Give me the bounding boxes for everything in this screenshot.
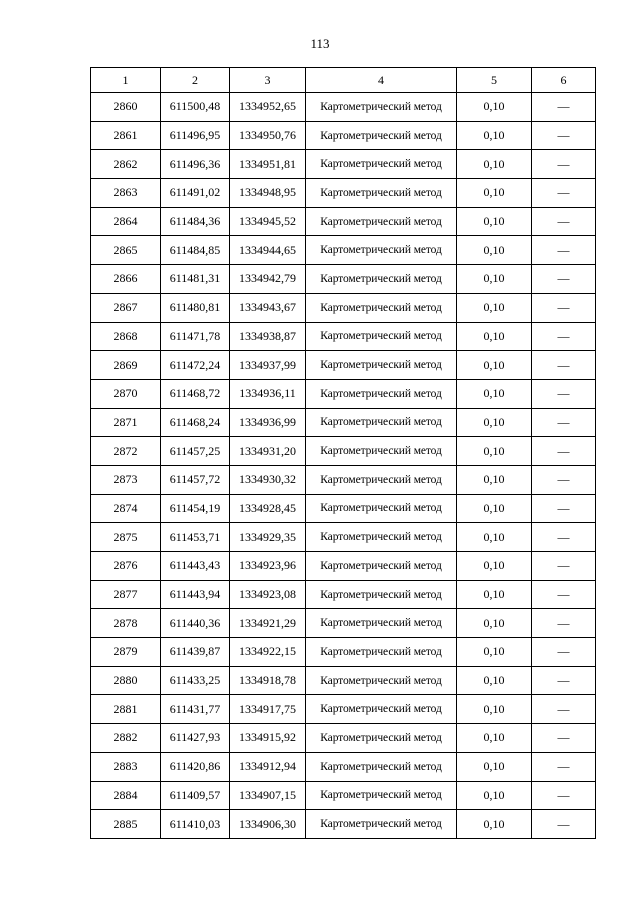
x-coordinate-cell: 611472,24 bbox=[161, 351, 230, 380]
method-cell: Картометрический метод bbox=[306, 265, 457, 294]
page-number: 113 bbox=[310, 36, 330, 51]
table-row bbox=[91, 351, 596, 380]
table-row bbox=[91, 552, 596, 581]
y-coordinate-cell: 1334936,11 bbox=[230, 379, 306, 408]
header-row bbox=[91, 68, 596, 93]
x-coordinate-cell: 611471,78 bbox=[161, 322, 230, 351]
x-coordinate-cell: 611440,36 bbox=[161, 609, 230, 638]
y-coordinate-cell: 1334928,45 bbox=[230, 494, 306, 523]
y-coordinate-cell: 1334944,65 bbox=[230, 236, 306, 265]
accuracy-cell: 0,10 bbox=[457, 265, 532, 294]
y-coordinate-cell: 1334923,08 bbox=[230, 580, 306, 609]
x-coordinate-cell: 611500,48 bbox=[161, 93, 230, 122]
y-coordinate-cell: 1334945,52 bbox=[230, 207, 306, 236]
note-cell: — bbox=[532, 179, 596, 208]
y-coordinate-cell: 1334918,78 bbox=[230, 666, 306, 695]
table-row bbox=[91, 207, 596, 236]
y-coordinate-cell: 1334922,15 bbox=[230, 638, 306, 667]
point-number-cell: 2862 bbox=[91, 150, 161, 179]
table-row bbox=[91, 810, 596, 839]
table-row bbox=[91, 379, 596, 408]
x-coordinate-cell: 611496,36 bbox=[161, 150, 230, 179]
x-coordinate-cell: 611409,57 bbox=[161, 781, 230, 810]
point-number-cell: 2873 bbox=[91, 465, 161, 494]
accuracy-cell: 0,10 bbox=[457, 465, 532, 494]
column-header-2: 2 bbox=[161, 68, 230, 93]
note-cell: — bbox=[532, 494, 596, 523]
accuracy-cell: 0,10 bbox=[457, 609, 532, 638]
table-row bbox=[91, 322, 596, 351]
accuracy-cell: 0,10 bbox=[457, 752, 532, 781]
y-coordinate-cell: 1334930,32 bbox=[230, 465, 306, 494]
x-coordinate-cell: 611491,02 bbox=[161, 179, 230, 208]
x-coordinate-cell: 611457,72 bbox=[161, 465, 230, 494]
note-cell: — bbox=[532, 236, 596, 265]
method-cell: Картометрический метод bbox=[306, 236, 457, 265]
x-coordinate-cell: 611457,25 bbox=[161, 437, 230, 466]
table-row bbox=[91, 638, 596, 667]
x-coordinate-cell: 611481,31 bbox=[161, 265, 230, 294]
method-cell: Картометрический метод bbox=[306, 638, 457, 667]
x-coordinate-cell: 611484,36 bbox=[161, 207, 230, 236]
point-number-cell: 2879 bbox=[91, 638, 161, 667]
accuracy-cell: 0,10 bbox=[457, 179, 532, 208]
y-coordinate-cell: 1334906,30 bbox=[230, 810, 306, 839]
y-coordinate-cell: 1334948,95 bbox=[230, 179, 306, 208]
point-number-cell: 2875 bbox=[91, 523, 161, 552]
method-cell: Картометрический метод bbox=[306, 695, 457, 724]
y-coordinate-cell: 1334931,20 bbox=[230, 437, 306, 466]
point-number-cell: 2878 bbox=[91, 609, 161, 638]
note-cell: — bbox=[532, 781, 596, 810]
note-cell: — bbox=[532, 638, 596, 667]
accuracy-cell: 0,10 bbox=[457, 437, 532, 466]
x-coordinate-cell: 611453,71 bbox=[161, 523, 230, 552]
table-row bbox=[91, 580, 596, 609]
column-header-4: 4 bbox=[306, 68, 457, 93]
method-cell: Картометрический метод bbox=[306, 781, 457, 810]
point-number-cell: 2880 bbox=[91, 666, 161, 695]
method-cell: Картометрический метод bbox=[306, 609, 457, 638]
x-coordinate-cell: 611454,19 bbox=[161, 494, 230, 523]
table-row bbox=[91, 666, 596, 695]
accuracy-cell: 0,10 bbox=[457, 523, 532, 552]
y-coordinate-cell: 1334929,35 bbox=[230, 523, 306, 552]
note-cell: — bbox=[532, 322, 596, 351]
point-number-cell: 2877 bbox=[91, 580, 161, 609]
method-cell: Картометрический метод bbox=[306, 408, 457, 437]
note-cell: — bbox=[532, 437, 596, 466]
y-coordinate-cell: 1334917,75 bbox=[230, 695, 306, 724]
table-row bbox=[91, 179, 596, 208]
y-coordinate-cell: 1334923,96 bbox=[230, 552, 306, 581]
y-coordinate-cell: 1334937,99 bbox=[230, 351, 306, 380]
y-coordinate-cell: 1334943,67 bbox=[230, 293, 306, 322]
note-cell: — bbox=[532, 150, 596, 179]
accuracy-cell: 0,10 bbox=[457, 93, 532, 122]
point-number-cell: 2882 bbox=[91, 724, 161, 753]
point-number-cell: 2861 bbox=[91, 121, 161, 150]
x-coordinate-cell: 611496,95 bbox=[161, 121, 230, 150]
table-row bbox=[91, 93, 596, 122]
x-coordinate-cell: 611427,93 bbox=[161, 724, 230, 753]
table-row bbox=[91, 752, 596, 781]
point-number-cell: 2876 bbox=[91, 552, 161, 581]
accuracy-cell: 0,10 bbox=[457, 150, 532, 179]
table-row bbox=[91, 465, 596, 494]
x-coordinate-cell: 611443,94 bbox=[161, 580, 230, 609]
method-cell: Картометрический метод bbox=[306, 379, 457, 408]
table-row bbox=[91, 150, 596, 179]
method-cell: Картометрический метод bbox=[306, 752, 457, 781]
point-number-cell: 2865 bbox=[91, 236, 161, 265]
table-row bbox=[91, 695, 596, 724]
note-cell: — bbox=[532, 265, 596, 294]
accuracy-cell: 0,10 bbox=[457, 810, 532, 839]
y-coordinate-cell: 1334912,94 bbox=[230, 752, 306, 781]
y-coordinate-cell: 1334952,65 bbox=[230, 93, 306, 122]
y-coordinate-cell: 1334907,15 bbox=[230, 781, 306, 810]
y-coordinate-cell: 1334950,76 bbox=[230, 121, 306, 150]
y-coordinate-cell: 1334921,29 bbox=[230, 609, 306, 638]
point-number-cell: 2869 bbox=[91, 351, 161, 380]
accuracy-cell: 0,10 bbox=[457, 322, 532, 351]
column-header-5: 5 bbox=[457, 68, 532, 93]
accuracy-cell: 0,10 bbox=[457, 121, 532, 150]
method-cell: Картометрический метод bbox=[306, 351, 457, 380]
note-cell: — bbox=[532, 695, 596, 724]
note-cell: — bbox=[532, 752, 596, 781]
accuracy-cell: 0,10 bbox=[457, 695, 532, 724]
y-coordinate-cell: 1334951,81 bbox=[230, 150, 306, 179]
accuracy-cell: 0,10 bbox=[457, 580, 532, 609]
point-number-cell: 2883 bbox=[91, 752, 161, 781]
point-number-cell: 2863 bbox=[91, 179, 161, 208]
table-row bbox=[91, 408, 596, 437]
point-number-cell: 2860 bbox=[91, 93, 161, 122]
accuracy-cell: 0,10 bbox=[457, 236, 532, 265]
table-row bbox=[91, 236, 596, 265]
method-cell: Картометрический метод bbox=[306, 93, 457, 122]
table-header bbox=[91, 68, 596, 93]
accuracy-cell: 0,10 bbox=[457, 293, 532, 322]
point-number-cell: 2885 bbox=[91, 810, 161, 839]
point-number-cell: 2884 bbox=[91, 781, 161, 810]
table-row bbox=[91, 494, 596, 523]
accuracy-cell: 0,10 bbox=[457, 408, 532, 437]
x-coordinate-cell: 611431,77 bbox=[161, 695, 230, 724]
x-coordinate-cell: 611439,87 bbox=[161, 638, 230, 667]
method-cell: Картометрический метод bbox=[306, 437, 457, 466]
note-cell: — bbox=[532, 580, 596, 609]
column-header-3: 3 bbox=[230, 68, 306, 93]
method-cell: Картометрический метод bbox=[306, 322, 457, 351]
method-cell: Картометрический метод bbox=[306, 121, 457, 150]
table-body bbox=[91, 93, 596, 839]
accuracy-cell: 0,10 bbox=[457, 379, 532, 408]
note-cell: — bbox=[532, 523, 596, 552]
note-cell: — bbox=[532, 552, 596, 581]
method-cell: Картометрический метод bbox=[306, 207, 457, 236]
point-number-cell: 2872 bbox=[91, 437, 161, 466]
method-cell: Картометрический метод bbox=[306, 494, 457, 523]
x-coordinate-cell: 611484,85 bbox=[161, 236, 230, 265]
accuracy-cell: 0,10 bbox=[457, 724, 532, 753]
note-cell: — bbox=[532, 121, 596, 150]
table-row bbox=[91, 265, 596, 294]
note-cell: — bbox=[532, 408, 596, 437]
accuracy-cell: 0,10 bbox=[457, 638, 532, 667]
column-header-6: 6 bbox=[532, 68, 596, 93]
method-cell: Картометрический метод bbox=[306, 465, 457, 494]
x-coordinate-cell: 611468,24 bbox=[161, 408, 230, 437]
table-row bbox=[91, 724, 596, 753]
point-number-cell: 2868 bbox=[91, 322, 161, 351]
note-cell: — bbox=[532, 724, 596, 753]
point-number-cell: 2864 bbox=[91, 207, 161, 236]
coordinates-table bbox=[90, 67, 596, 839]
method-cell: Картометрический метод bbox=[306, 179, 457, 208]
x-coordinate-cell: 611480,81 bbox=[161, 293, 230, 322]
note-cell: — bbox=[532, 379, 596, 408]
x-coordinate-cell: 611433,25 bbox=[161, 666, 230, 695]
y-coordinate-cell: 1334936,99 bbox=[230, 408, 306, 437]
note-cell: — bbox=[532, 293, 596, 322]
x-coordinate-cell: 611420,86 bbox=[161, 752, 230, 781]
accuracy-cell: 0,10 bbox=[457, 351, 532, 380]
accuracy-cell: 0,10 bbox=[457, 666, 532, 695]
point-number-cell: 2867 bbox=[91, 293, 161, 322]
x-coordinate-cell: 611410,03 bbox=[161, 810, 230, 839]
accuracy-cell: 0,10 bbox=[457, 552, 532, 581]
y-coordinate-cell: 1334938,87 bbox=[230, 322, 306, 351]
method-cell: Картометрический метод bbox=[306, 293, 457, 322]
note-cell: — bbox=[532, 810, 596, 839]
point-number-cell: 2866 bbox=[91, 265, 161, 294]
point-number-cell: 2871 bbox=[91, 408, 161, 437]
accuracy-cell: 0,10 bbox=[457, 494, 532, 523]
table-row bbox=[91, 609, 596, 638]
y-coordinate-cell: 1334942,79 bbox=[230, 265, 306, 294]
note-cell: — bbox=[532, 93, 596, 122]
x-coordinate-cell: 611468,72 bbox=[161, 379, 230, 408]
y-coordinate-cell: 1334915,92 bbox=[230, 724, 306, 753]
table-row bbox=[91, 523, 596, 552]
method-cell: Картометрический метод bbox=[306, 666, 457, 695]
table-row bbox=[91, 293, 596, 322]
method-cell: Картометрический метод bbox=[306, 810, 457, 839]
x-coordinate-cell: 611443,43 bbox=[161, 552, 230, 581]
accuracy-cell: 0,10 bbox=[457, 781, 532, 810]
column-header-1: 1 bbox=[91, 68, 161, 93]
note-cell: — bbox=[532, 351, 596, 380]
note-cell: — bbox=[532, 609, 596, 638]
accuracy-cell: 0,10 bbox=[457, 207, 532, 236]
table-row bbox=[91, 121, 596, 150]
note-cell: — bbox=[532, 666, 596, 695]
point-number-cell: 2881 bbox=[91, 695, 161, 724]
method-cell: Картометрический метод bbox=[306, 724, 457, 753]
point-number-cell: 2874 bbox=[91, 494, 161, 523]
note-cell: — bbox=[532, 465, 596, 494]
method-cell: Картометрический метод bbox=[306, 552, 457, 581]
method-cell: Картометрический метод bbox=[306, 523, 457, 552]
method-cell: Картометрический метод bbox=[306, 150, 457, 179]
method-cell: Картометрический метод bbox=[306, 580, 457, 609]
table-row bbox=[91, 781, 596, 810]
note-cell: — bbox=[532, 207, 596, 236]
table-row bbox=[91, 437, 596, 466]
point-number-cell: 2870 bbox=[91, 379, 161, 408]
